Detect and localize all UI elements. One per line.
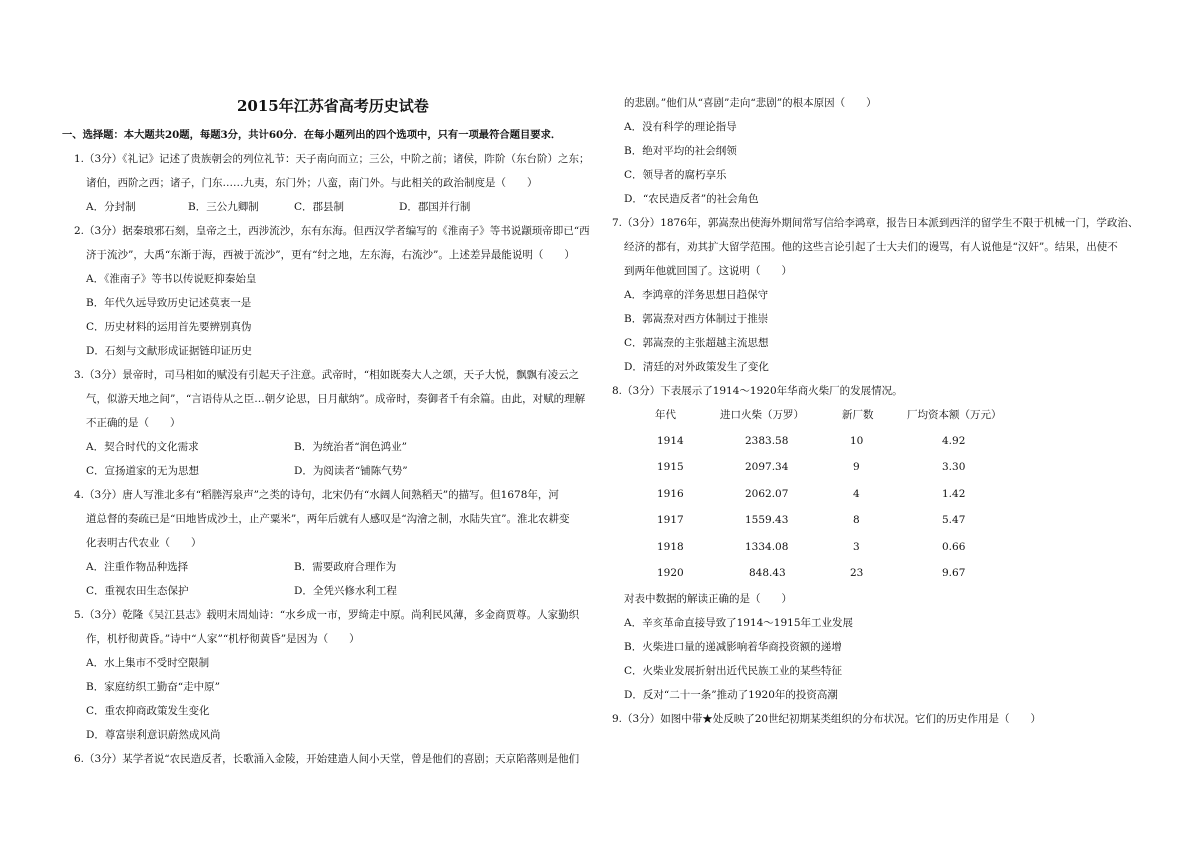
q3-option-d[interactable]: D．为阅读者“铺陈气势”	[294, 465, 408, 477]
cell-capital: 1.42	[942, 488, 966, 500]
q4-option-b[interactable]: B．需要政府合理作为	[294, 561, 397, 573]
q2-option-d[interactable]: D．石刻与文献形成证据链印证历史	[86, 345, 252, 357]
page-title: 2015年江苏省高考历史试卷	[237, 97, 429, 115]
table-header-capital: 厂均资本额（万元）	[907, 409, 1002, 421]
cell-imports: 1559.43	[745, 514, 789, 526]
cell-imports: 848.43	[749, 567, 786, 579]
q6-option-d[interactable]: D．“农民造反者”的社会角色	[624, 193, 759, 205]
cell-capital: 5.47	[942, 514, 966, 526]
q5-option-c[interactable]: C．重农抑商政策发生变化	[86, 705, 210, 717]
q4-option-a[interactable]: A．注重作物品种选择	[86, 561, 189, 573]
section-heading: 一、选择题：本大题共20题，每题3分，共计60分．在每小题列出的四个选项中，只有一项最符合题目要求．	[62, 129, 562, 141]
q6-option-a[interactable]: A．没有科学的理论指导	[624, 121, 737, 133]
cell-new-factories: 8	[853, 514, 860, 526]
cell-capital: 4.92	[942, 435, 966, 447]
q4-option-c[interactable]: C．重视农田生态保护	[86, 585, 189, 597]
q8-option-a[interactable]: A．辛亥革命直接导致了1914～1915年工业发展	[624, 617, 854, 629]
q8-option-c[interactable]: C．火柴业发展折射出近代民族工业的某些特征	[624, 665, 843, 677]
question-5-stem-cont: 作，机杼彻黄昏。”诗中“人家”“机杼彻黄昏”是因为（ ）	[86, 633, 360, 645]
q2-option-a[interactable]: A．《淮南子》等书以传说贬抑秦始皇	[86, 273, 257, 285]
q5-option-d[interactable]: D．尊富崇利意识蔚然成风尚	[86, 729, 221, 741]
cell-imports: 2383.58	[745, 435, 789, 447]
table-header-year: 年代	[655, 409, 676, 421]
question-7-stem-end: 到两年他就回国了。这说明（ ）	[624, 265, 792, 277]
cell-year: 1920	[657, 567, 684, 579]
question-8-prompt: 对表中数据的解读正确的是（ ）	[624, 593, 792, 605]
q6-option-c[interactable]: C．领导者的腐朽享乐	[624, 169, 727, 181]
question-6-stem-cont: 的悲剧。”他们从“喜剧”走向“悲剧”的根本原因（ ）	[624, 97, 877, 109]
q8-option-d[interactable]: D．反对“二十一条”推动了1920年的投资高潮	[624, 689, 838, 701]
cell-year: 1914	[657, 435, 684, 447]
q6-option-b[interactable]: B．绝对平均的社会纲领	[624, 145, 737, 157]
q1-option-c[interactable]: C．郡县制	[294, 201, 345, 213]
question-9-stem: 9.（3分）如图中带★处反映了20世纪初期某类组织的分布状况。它们的历史作用是（ ）	[612, 713, 1042, 725]
question-4-stem: 4.（3分）唐人写淮北多有“稻塍泻泉声”之类的诗句，北宋仍有“水阔人间熟稻天”的描写。但1678年，河	[74, 489, 559, 501]
question-2-stem: 2.（3分）据秦琅邪石刻，皇帝之土，西涉流沙，东有东海。但西汉学者编写的《淮南子》等书说颛顼帝即已“西	[74, 225, 590, 237]
q5-option-a[interactable]: A．水上集市不受时空限制	[86, 657, 210, 669]
cell-capital: 9.67	[942, 567, 966, 579]
q3-option-a[interactable]: A．契合时代的文化需求	[86, 441, 199, 453]
cell-new-factories: 9	[853, 461, 860, 473]
cell-new-factories: 4	[853, 488, 860, 500]
question-7-stem: 7.（3分）1876年，郭嵩焘出使海外期间常写信给李鸿章，报告日本派到西洋的留学生不限于机械一门，学政治、	[612, 217, 1139, 229]
question-3-stem-end: 不正确的是（ ）	[86, 417, 181, 429]
table-header-imports: 进口火柴（万罗）	[720, 409, 804, 421]
q7-option-a[interactable]: A．李鸿章的洋务思想日趋保守	[624, 289, 769, 301]
cell-capital: 3.30	[942, 461, 966, 473]
q5-option-b[interactable]: B．家庭纺织工勤奋“走中原”	[86, 681, 220, 693]
q3-option-c[interactable]: C．宣扬道家的无为思想	[86, 465, 200, 477]
question-2-stem-cont: 济于流沙”，大禹“东渐于海，西被于流沙”，更有“纣之地，左东海，右流沙”。上述差异最能说明（ ）	[86, 249, 575, 261]
cell-new-factories: 23	[850, 567, 864, 579]
question-5-stem: 5.（3分）乾隆《吴江县志》载明末周灿诗：“水乡成一市，罗绮走中原。尚利民风薄，多金商贾尊。人家勤织	[74, 609, 580, 621]
question-7-stem-cont: 经济的都有，劝其扩大留学范围。他的这些言论引起了士大夫们的谩骂，有人说他是“汉奸”。结果，出使不	[624, 241, 1118, 253]
question-3-stem-cont: 气，似游天地之间”，“言语侍从之臣…朝夕论思，日月献纳”。成帝时，奏御者千有余篇。由此，对赋的理解	[86, 393, 586, 405]
q2-option-c[interactable]: C．历史材料的运用首先要辨别真伪	[86, 321, 252, 333]
q1-option-d[interactable]: D．郡国并行制	[399, 201, 471, 213]
cell-capital: 0.66	[942, 541, 966, 553]
question-4-stem-end: 化表明古代农业（ ）	[86, 537, 202, 549]
q7-option-d[interactable]: D．清廷的对外政策发生了变化	[624, 361, 769, 373]
cell-year: 1915	[657, 461, 684, 473]
q7-option-c[interactable]: C．郭嵩焘的主张超越主流思想	[624, 337, 769, 349]
question-8-stem: 8.（3分）下表展示了1914～1920年华商火柴厂的发展情况。	[612, 385, 903, 397]
q2-option-b[interactable]: B．年代久远导致历史记述莫衷一是	[86, 297, 252, 309]
question-6-stem: 6.（3分）某学者说“农民造反者，长歌涌入金陵，开始建造人间小天堂，曾是他们的喜剧；天京陷落则是他们	[74, 753, 580, 765]
q7-option-b[interactable]: B．郭嵩焘对西方体制过于推崇	[624, 313, 769, 325]
cell-new-factories: 3	[853, 541, 860, 553]
cell-imports: 2097.34	[745, 461, 789, 473]
q1-option-a[interactable]: A．分封制	[86, 201, 136, 213]
cell-year: 1916	[657, 488, 684, 500]
q1-option-b[interactable]: B．三公九卿制	[188, 201, 259, 213]
question-1-stem: 1.（3分）《礼记》记述了贵族朝会的列位礼节：天子南向而立；三公，中阶之前；诸侯，阼阶（东台阶）之东；	[74, 153, 590, 165]
cell-imports: 1334.08	[745, 541, 789, 553]
cell-year: 1917	[657, 514, 684, 526]
question-1-stem-cont: 诸伯，西阶之西；诸子，门东……九夷，东门外；八蛮，南门外。与此相关的政治制度是（ ）	[86, 177, 538, 189]
question-4-stem-cont: 道总督的奏疏已是“田地皆成沙土，止产粟米”，两年后就有人感叹是“沟澮之制，水陆失宜”。淮北农耕变	[86, 513, 570, 525]
q3-option-b[interactable]: B．为统治者“润色鸿业”	[294, 441, 407, 453]
cell-new-factories: 10	[850, 435, 864, 447]
question-3-stem: 3.（3分）景帝时，司马相如的赋没有引起天子注意。武帝时，“相如既奏大人之颂，天子大悦，飘飘有凌云之	[74, 369, 580, 381]
cell-year: 1918	[657, 541, 684, 553]
cell-imports: 2062.07	[745, 488, 789, 500]
table-header-new-factories: 新厂数	[842, 409, 874, 421]
q4-option-d[interactable]: D．全凭兴修水利工程	[294, 585, 397, 597]
q8-option-b[interactable]: B．火柴进口量的递减影响着华商投资额的递增	[624, 641, 842, 653]
